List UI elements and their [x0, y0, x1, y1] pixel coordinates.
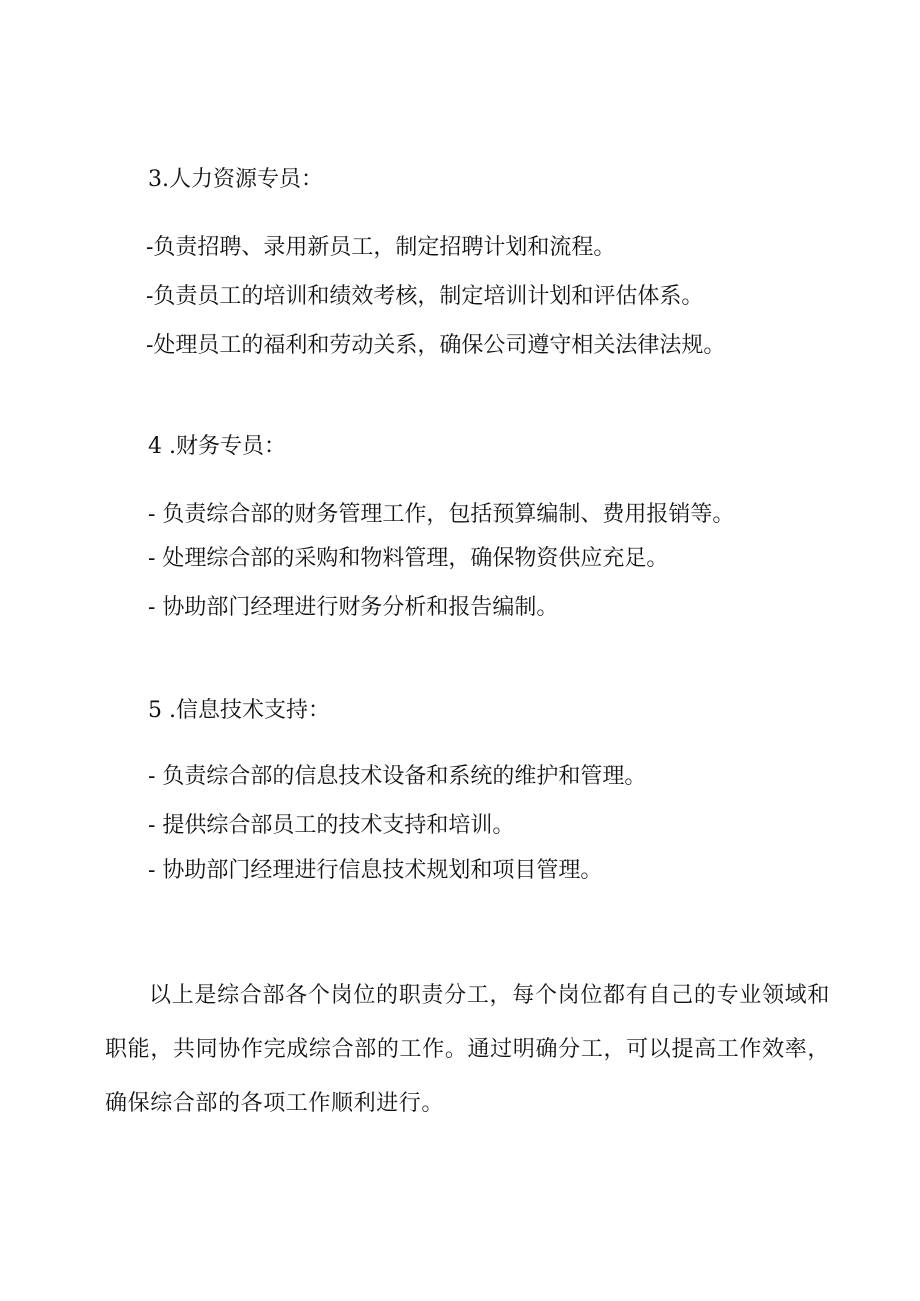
list-item: - 处理综合部的采购和物料管理，确保物资供应充足。 — [148, 546, 669, 571]
list-item: -负责员工的培训和绩效考核，制定培训计划和评估体系。 — [146, 284, 704, 309]
list-item: - 负责综合部的信息技术设备和系统的维护和管理。 — [148, 764, 647, 789]
list-item: - 提供综合部员工的技术支持和培训。 — [148, 813, 515, 838]
section-heading-it: 5 .信息技术支持： — [148, 698, 330, 723]
list-item: -处理员工的福利和劳动关系，确保公司遵守相关法律法规。 — [146, 333, 726, 358]
list-item: - 负责综合部的财务管理工作，包括预算编制、费用报销等。 — [148, 502, 735, 527]
section-heading-finance: 4 .财务专员： — [148, 434, 286, 459]
list-item: - 协助部门经理进行财务分析和报告编制。 — [148, 595, 559, 620]
list-item: - 协助部门经理进行信息技术规划和项目管理。 — [148, 858, 603, 883]
list-item: -负责招聘、录用新员工，制定招聘计划和流程。 — [146, 235, 616, 260]
section-heading-hr: 3.人力资源专员： — [148, 167, 323, 192]
summary-paragraph: 以上是综合部各个岗位的职责分工，每个岗位都有自己的专业领域和职能，共同协作完成综合部的工作。通过明确分工，可以提高工作效率，确保综合部的各项工作顺利进行。 — [105, 983, 830, 1116]
